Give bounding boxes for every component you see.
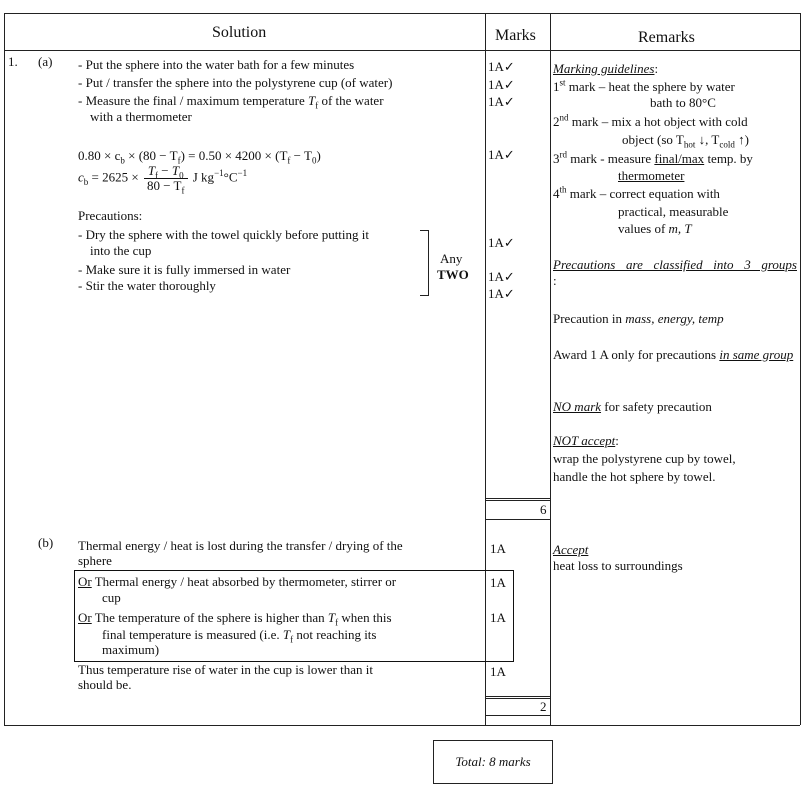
remark-precautions-groups: Precautions are classified into 3 groups [553,257,797,272]
mark-a-7: 1A✓ [488,286,515,301]
precautions-title: Precautions: [78,208,143,223]
remark-mark-1-cont: bath to 80°C [650,95,716,110]
remark-mark-2: 2nd mark – mix a hot object with cold [553,112,748,129]
remark-mark-4-cont2: values of m, T [618,221,692,236]
step-2: - Put / transfer the sphere into the polystyrene cup (of water) [78,75,393,90]
remark-mark-4: 4th mark – correct equation with [553,184,720,201]
remark-not-accept: NOT accept: [553,433,619,448]
remarks-header-sep [550,50,800,51]
table-top-border [4,13,552,14]
subtotal-a-bottom [485,519,550,520]
b-line-1: Thermal energy / heat is lost during the transfer / drying of the [78,538,403,553]
remark-not-accept-1: wrap the polystyrene cup by towel, [553,451,736,466]
header-separator [4,50,552,51]
marks-remarks-divider [550,13,551,725]
mark-b-4: 1A [490,664,506,679]
precaution-1: - Dry the sphere with the towel quickly before putting it [78,227,369,242]
subtotal-b: 2 [540,699,547,714]
table-bottom-border [4,725,552,726]
header-solution: Solution [212,24,267,41]
remark-not-accept-2: handle the hot sphere by towel. [553,469,716,484]
precaution-2: - Make sure it is fully immersed in water [78,262,291,277]
b-thus-2: should be. [78,677,132,692]
remark-precaution-in: Precaution in mass, energy, temp [553,311,724,326]
remark-accept-text: heat loss to surroundings [553,558,683,573]
remark-no-mark: NO mark for safety precaution [553,399,712,414]
left-border [4,13,5,725]
subtotal-a-mid [485,500,550,501]
mark-b-2: 1A [490,575,506,590]
step-3: - Measure the final / maximum temperature $T_f$ of the water [78,93,384,111]
header-marks: Marks [495,27,536,44]
precautions-bracket [420,230,429,296]
remarks-marking-guidelines: Marking guidelines: [553,61,659,76]
remarks-bottom [550,725,800,726]
mark-a-4: 1A✓ [488,147,515,162]
mark-b-3: 1A [490,610,506,625]
equation-2: $c_b = 2625$ × $\frac{T_f - T_0}{80 - T_f}$ J $kg^{-1}^\circ C^{-1}$ [78,163,248,196]
remark-mark-3-cont: thermometer [618,168,685,183]
b-thus-1: Thus temperature rise of water in the cup is lower than it [78,662,373,677]
remark-mark-1: 1st mark – heat the sphere by water [553,77,735,94]
remark-mark-2-cont: object (so $T_{hot}$ ↓, $T_{cold}$ ↑) [622,132,749,150]
total-marks-box: Total: 8 marks [433,740,553,784]
mark-a-2: 1A✓ [488,77,515,92]
remark-groups-word: : [553,273,557,288]
two-label: TWO [437,267,469,282]
b-or-2c: maximum) [102,642,160,657]
b-or-2: Or The temperature of the sphere is higher than $T_f$ when this [78,610,392,628]
question-number: 1. [8,54,18,69]
mark-a-1: 1A✓ [488,59,515,74]
subtotal-a: 6 [540,502,547,517]
remark-award: Award 1 A only for precautions in same group [553,347,794,362]
remark-mark-3: 3rd mark - measure final/max temp. by [553,149,753,166]
step-3-cont: with a thermometer [90,109,192,124]
mark-b-1: 1A [490,541,506,556]
remarks-top [550,13,800,14]
part-a-label: (a) [38,54,53,69]
b-or-1b: cup [102,590,121,605]
mark-a-5: 1A✓ [488,235,515,250]
step-1: - Put the sphere into the water bath for a few minutes [78,57,355,72]
mark-a-6: 1A✓ [488,269,515,284]
remarks-right-border [800,13,801,725]
any-label: Any [440,251,463,266]
header-remarks: Remarks [638,29,695,46]
precaution-1-cont: into the cup [90,243,152,258]
b-or-2b: final temperature is measured (i.e. $T_f$ not reaching its [102,627,377,645]
b-line-1b: sphere [78,553,112,568]
fraction: $\frac{T_f - T_0}{80 - T_f}$ [144,164,188,193]
precaution-3: - Stir the water thoroughly [78,278,216,293]
subtotal-b-bottom [485,715,550,716]
part-b-label: (b) [38,535,54,550]
remark-mark-4-cont: practical, measurable [618,204,729,219]
mark-a-3: 1A✓ [488,94,515,109]
remark-accept: Accept [553,542,589,557]
b-or-1: Or Thermal energy / heat absorbed by thermometer, stirrer or [78,574,397,589]
equation-1: $0.80 \times c_b \times (80 - T_f) = 0.50 \times 4200 \times (T_f - T_0)$ [78,148,321,166]
subtotal-b-top [485,696,550,697]
subtotal-a-top [485,498,550,499]
